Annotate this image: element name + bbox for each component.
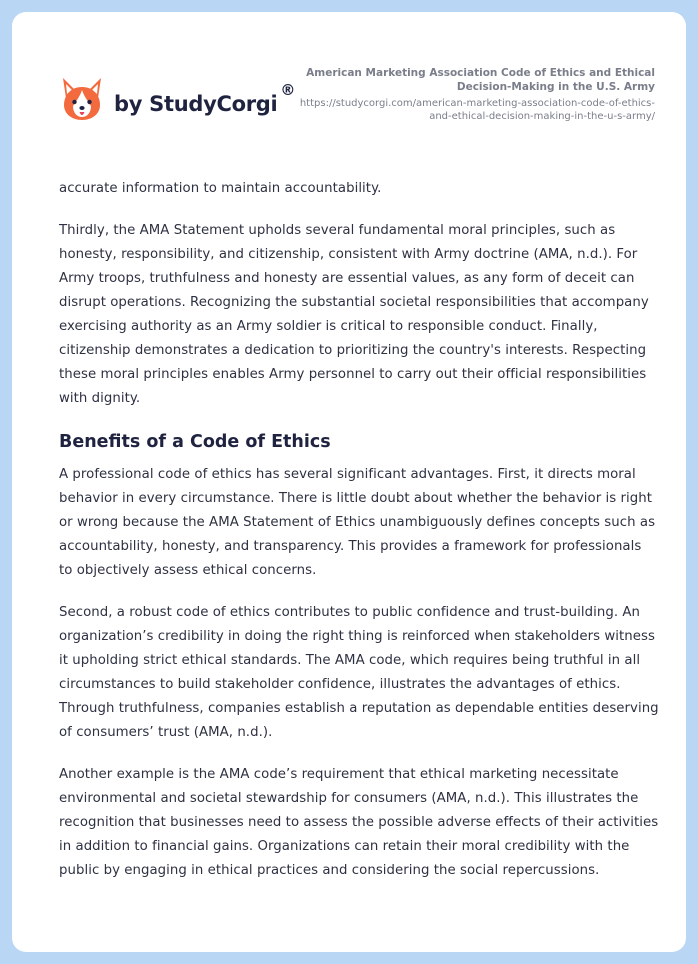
document-title: American Marketing Association Code of Ethics and Ethical Decision-Making in the U.S. Army: [306, 67, 655, 93]
document-meta: [295, 67, 655, 123]
paragraph: A professional code of ethics has several significant advantages. First, it directs moral behavior in every circumstance. There is little doubt about whether the behavior is right or wrong because the AMA Statement of Ethics unambiguously defines concepts such as accountability, honesty, and transparency. This provides a framework for professionals to objectively assess ethical concerns.: [59, 467, 656, 578]
paragraph: accurate information to maintain accountability.: [59, 181, 382, 196]
corgi-icon: [60, 76, 104, 122]
article-body: [59, 177, 659, 901]
paragraph: Thirdly, the AMA Statement upholds several fundamental moral principles, such as honesty, responsibility, and citizenship, consistent with Army doctrine (AMA, n.d.). For Army troops, truthfulness and honesty are essential values, as any form of deceit can disrupt operations. Recognizing the substantial societal responsibilities that accompany exercising authority as an Army soldier is critical to responsible conduct. Finally, citizenship demonstrates a dedication to prioritizing the country's interests. Respecting these moral principles enables Army personnel to carry out their official responsibilities with dignity.: [59, 223, 649, 406]
paragraph: Second, a robust code of ethics contributes to public confidence and trust-building. An organization’s credibility in doing the right thing is reinforced when stakeholders witness it upholding strict ethical standards. The AMA code, which requires being truthful in all circumstances to build stakeholder confidence, illustrates the advantages of ethics. Through truthfulness, companies establish a reputation as dependable entities deserving of consumers’ trust (AMA, n.d.).: [59, 605, 659, 740]
studycorgi-logo[interactable]: [60, 76, 295, 122]
section-heading: Benefits of a Code of Ethics: [59, 432, 331, 452]
brand-name: by StudyCorgi®: [114, 80, 296, 116]
page-header: [12, 12, 686, 162]
source-url[interactable]: https://studycorgi.com/american-marketing-association-code-of-ethics-and-ethical-decision-making-in-the-u-s-army/: [299, 98, 655, 122]
paragraph: Another example is the AMA code’s requirement that ethical marketing necessitate environmental and societal stewardship for consumers (AMA, n.d.). This illustrates the recognition that businesses need to assess the possible adverse effects of their activities in addition to financial gains. Organizations can retain their moral credibility with the public by engaging in ethical practices and considering the social repercussions.: [59, 767, 659, 878]
registered-mark: ®: [280, 80, 296, 99]
document-page: [12, 12, 686, 952]
